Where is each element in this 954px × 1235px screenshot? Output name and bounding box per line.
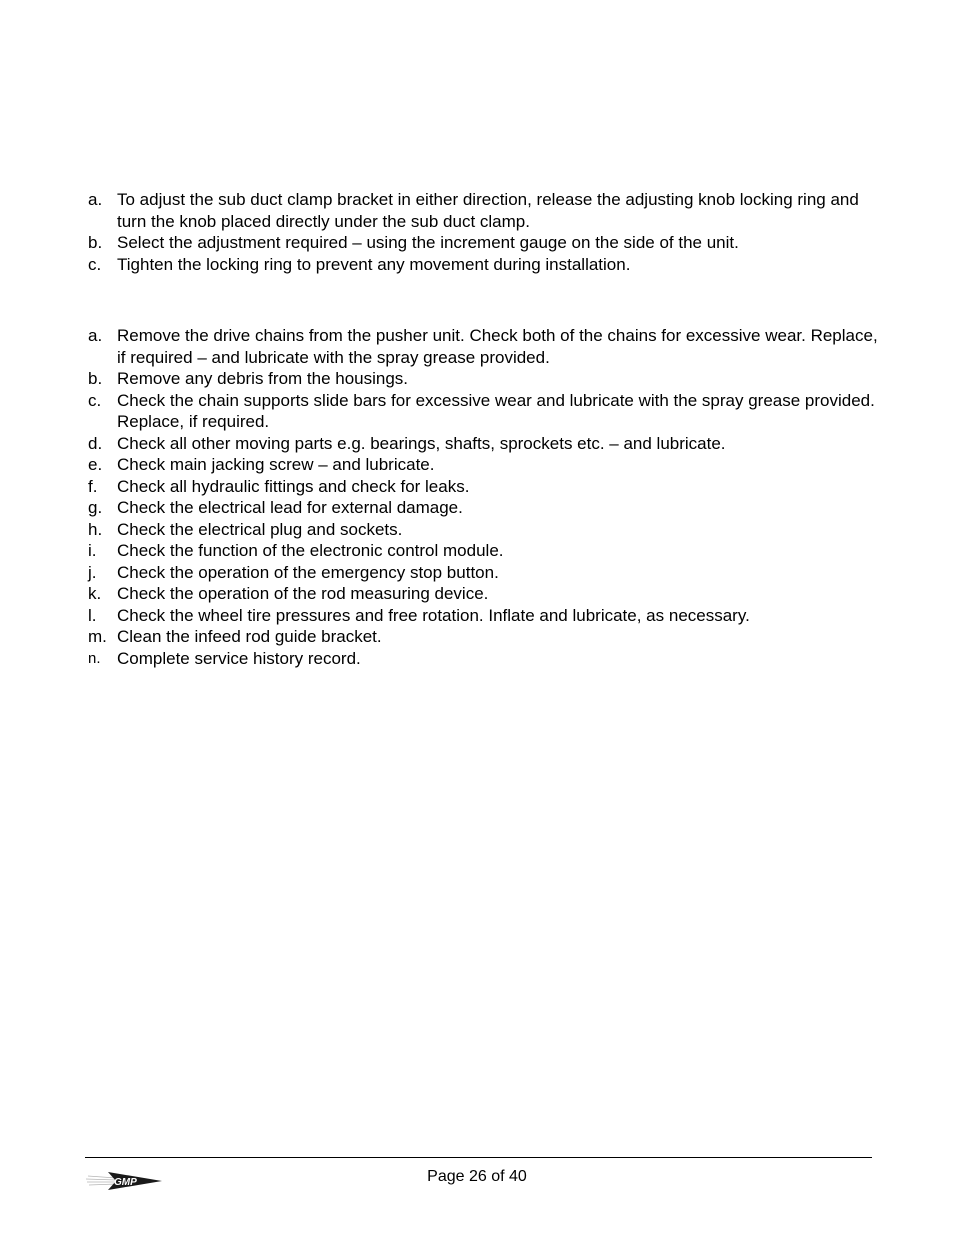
list-marker: e. <box>88 455 103 474</box>
logo-text: GMP <box>114 1177 137 1188</box>
list-item <box>88 519 878 541</box>
list-item <box>88 390 878 433</box>
list-item-text: Check all hydraulic fittings and check for leaks. <box>117 476 470 496</box>
list-item-text: Remove the drive chains from the pusher unit. Check both of the chains for excessive wear. Replace, if required – and lubricate with the spray grease provided. <box>117 326 878 367</box>
list-item-text: Tighten the locking ring to prevent any movement during installation. <box>117 254 631 274</box>
list-item <box>88 626 878 648</box>
list-item-text: Check the wheel tire pressures and free rotation. Inflate and lubricate, as necessary. <box>117 605 750 625</box>
list-marker: m. <box>88 627 107 646</box>
list-item-text: Check main jacking screw – and lubricate. <box>117 455 435 474</box>
list-marker: d. <box>88 433 103 453</box>
list-marker: c. <box>88 390 102 410</box>
list-item-text: Select the adjustment required – using the increment gauge on the side of the unit. <box>117 233 739 252</box>
list-item <box>88 497 878 519</box>
page-number: Page 26 of 40 <box>427 1168 527 1185</box>
list-marker: b. <box>88 233 103 252</box>
list-item <box>88 605 878 627</box>
list-item <box>88 476 878 498</box>
list-item <box>88 583 878 605</box>
list-item <box>88 368 878 390</box>
list-item <box>88 189 878 232</box>
list-item <box>88 540 878 562</box>
list-item <box>88 325 878 368</box>
list-item-text: Check the electrical plug and sockets. <box>117 519 403 539</box>
list-item-text: Clean the infeed rod guide bracket. <box>117 627 382 646</box>
list-item <box>88 454 878 476</box>
list-item-text: Check the function of the electronic control module. <box>117 541 504 560</box>
list-marker: f. <box>88 476 98 496</box>
list-marker: i. <box>88 541 97 560</box>
list-marker: b. <box>88 369 103 388</box>
list-item-text: Remove any debris from the housings. <box>117 369 409 388</box>
list-item-text: Check all other moving parts e.g. bearings, shafts, sprockets etc. – and lubricate. <box>117 433 726 453</box>
list-marker: n. <box>88 649 101 667</box>
list-marker: c. <box>88 254 102 274</box>
list-marker: j. <box>88 562 97 582</box>
maintenance-steps-list <box>88 325 878 669</box>
list-marker: g. <box>88 498 103 517</box>
list-item <box>88 562 878 584</box>
list-item <box>88 433 878 455</box>
list-item <box>88 648 878 670</box>
list-item-text: Check the operation of the rod measuring device. <box>117 584 489 603</box>
list-marker: h. <box>88 519 103 539</box>
list-marker: a. <box>88 190 103 209</box>
list-marker: l. <box>88 605 97 625</box>
footer-divider <box>85 1157 872 1158</box>
list-item-text: To adjust the sub duct clamp bracket in either direction, release the adjusting knob locking ring and turn the knob placed directly under the sub duct clamp. <box>117 190 859 231</box>
adjustment-steps-list <box>88 189 878 275</box>
list-item <box>88 232 878 254</box>
list-item <box>88 254 878 276</box>
list-marker: a. <box>88 326 103 345</box>
list-item-text: Check the chain supports slide bars for excessive wear and lubricate with the spray grease provided. Replace, if required. <box>117 390 875 431</box>
list-item-text: Complete service history record. <box>117 648 361 668</box>
list-item-text: Check the electrical lead for external damage. <box>117 498 463 517</box>
list-item-text: Check the operation of the emergency stop button. <box>117 562 499 582</box>
list-marker: k. <box>88 584 102 603</box>
